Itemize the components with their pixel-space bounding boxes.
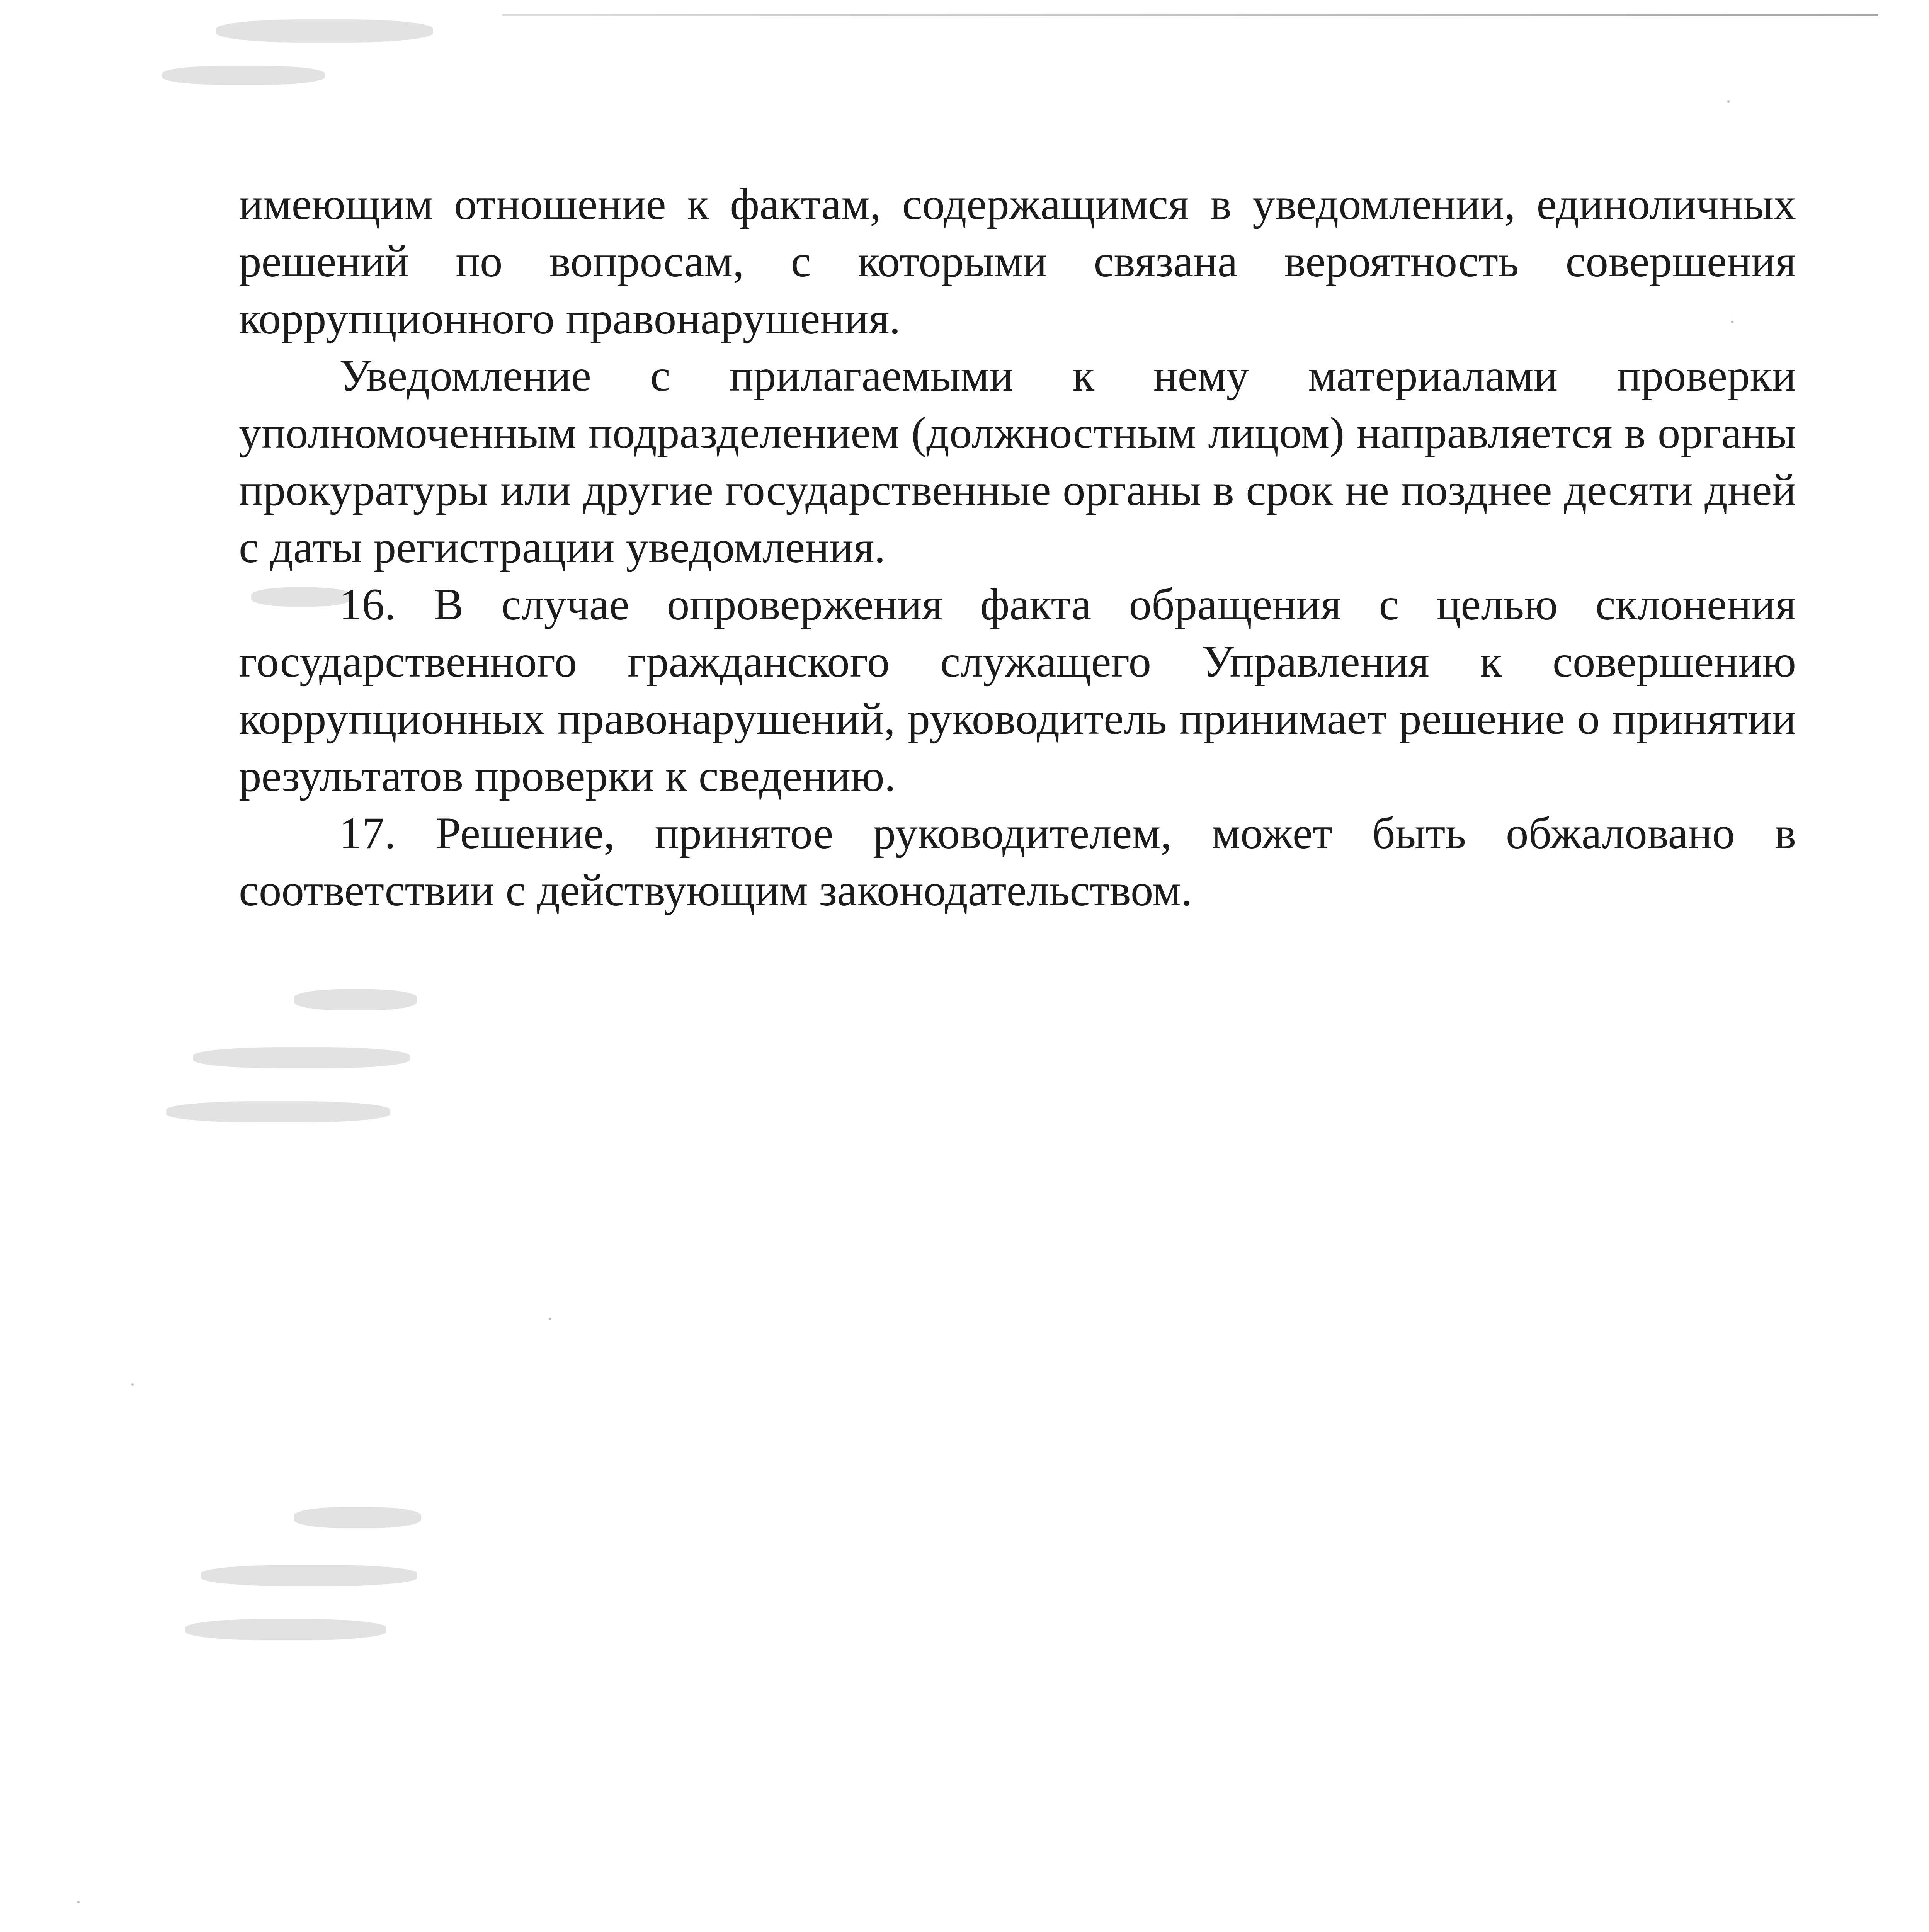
scan-artifact: [216, 19, 433, 43]
scan-artifact: [201, 1565, 417, 1586]
scan-top-edge: [502, 14, 1878, 16]
paragraph-continuation: имеющим отношение к фактам, содержащимся в уведомлении, единоличных решений по вопросам, с которыми связана вероятность совершения коррупционного правонарушения.: [239, 179, 1796, 344]
scan-dot: [1727, 100, 1730, 103]
scan-dot: [77, 1901, 80, 1903]
scan-dot: [549, 1318, 551, 1320]
scan-dot: [131, 1383, 134, 1386]
scan-artifact: [166, 1101, 390, 1122]
scan-artifact: [162, 66, 325, 85]
paragraph-notification: Уведомление с прилагаемыми к нему материалами проверки уполномоченным подразделением (должностным лицом) направляется в органы прокуратуры или другие государственные органы в срок не позднее десяти дней с даты регистрации уведомления.: [239, 351, 1796, 572]
paragraph-item-17: 17. Решение, принятое руководителем, может быть обжаловано в соответствии с действующим законодательством.: [239, 808, 1796, 915]
scan-artifact: [294, 989, 417, 1010]
paragraph-item-16: 16. В случае опровержения факта обращения с целью склонения государственного гражданского служащего Управления к совершению коррупционных правонарушений, руководитель принимает решение о принятии результатов проверки к сведению.: [239, 580, 1796, 801]
scan-artifact: [193, 1047, 410, 1068]
scan-artifact: [185, 1619, 386, 1640]
scan-artifact: [294, 1507, 421, 1528]
document-body: [239, 176, 1796, 919]
